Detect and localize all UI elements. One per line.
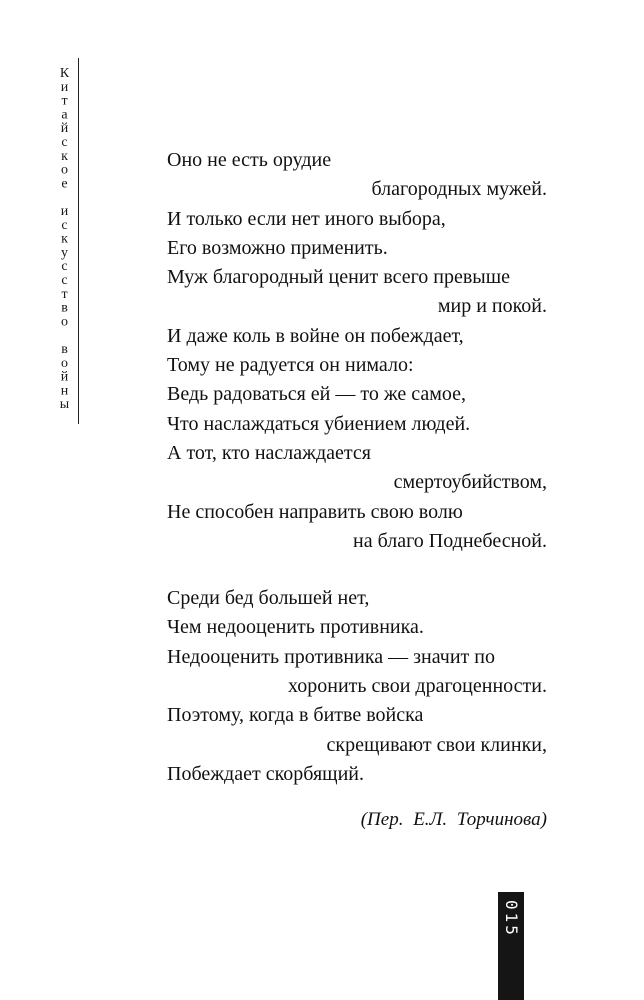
poem-line: Оно не есть орудие	[167, 149, 332, 171]
poem-line: Среди бед большей нет,	[167, 587, 370, 610]
series-title: Китайское искусство войны	[57, 66, 72, 412]
series-title-sidebar	[56, 58, 79, 424]
poem-line: Муж благородный ценит всего превыше	[167, 266, 511, 289]
poem-line: Что наслаждаться убиением людей.	[167, 412, 471, 435]
stanza-gap	[167, 556, 547, 584]
poem-line: А тот, кто наслаждается	[167, 441, 371, 464]
page-number: 015	[502, 900, 521, 938]
poem-line: Его возможно применить.	[167, 236, 388, 259]
poem-line: на благо Поднебесной.	[352, 529, 547, 552]
poem-line: Чем недооценить противника.	[167, 616, 424, 639]
poem-line: скрещивают свои клинки,	[326, 733, 547, 756]
poem-line: Тому не радуется он нимало:	[167, 354, 414, 377]
translator-attribution: (Пер. Е.Л. Торчинова)	[360, 809, 547, 830]
poem-line: Недооценить противника — значит по	[167, 645, 495, 668]
poem-line: благородных мужей.	[371, 178, 547, 201]
poem-line: Побеждает скорбящий.	[167, 762, 364, 785]
poem-line: Поэтому, когда в битве войска	[167, 704, 424, 727]
poem-text	[167, 146, 547, 789]
poem-line: Ведь радоваться ей — то же самое,	[167, 383, 467, 406]
poem-line: И даже коль в войне он побеждает,	[167, 324, 464, 347]
poem-line: мир и покой.	[437, 295, 547, 318]
poem-line: смертоубийством,	[393, 471, 547, 494]
poem-line: Не способен направить свою волю	[167, 500, 463, 523]
poem-line: И только если нет иного выбора,	[167, 207, 446, 230]
poem-line: хоронить свои драгоценности.	[288, 675, 547, 698]
page-number-tab	[498, 892, 524, 1000]
